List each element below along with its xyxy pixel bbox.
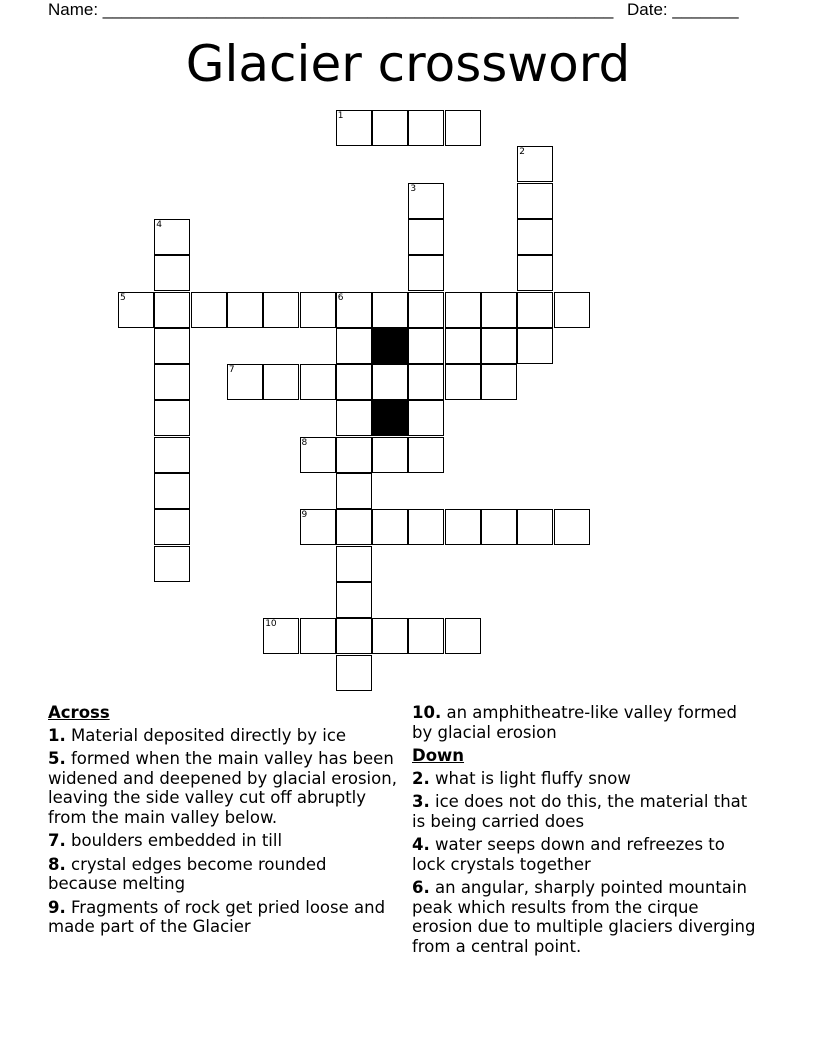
clue-number: 7. [48, 831, 66, 850]
crossword-cell[interactable] [408, 364, 444, 400]
crossword-cell[interactable] [154, 364, 190, 400]
crossword-cell[interactable] [554, 292, 590, 328]
clue-number: 5. [48, 749, 66, 768]
crossword-cell[interactable] [154, 328, 190, 364]
crossword-cell[interactable] [336, 546, 372, 582]
cell-number: 1 [337, 111, 344, 121]
down-clue-4 [412, 835, 762, 874]
crossword-cell[interactable] [445, 292, 481, 328]
crossword-cell[interactable] [408, 437, 444, 473]
clue-number: 1. [48, 725, 66, 745]
crossword-cell[interactable] [336, 400, 372, 436]
crossword-cell[interactable] [300, 509, 336, 545]
crossword-cell[interactable] [227, 364, 263, 400]
clue-number: 3. [412, 792, 430, 811]
crossword-cell[interactable] [154, 255, 190, 291]
crossword-cell[interactable] [263, 618, 299, 654]
crossword-cell[interactable] [154, 219, 190, 255]
cell-number: 2 [519, 147, 526, 158]
cell-number: 9 [301, 510, 308, 521]
name-field: Name: ______________________________________________________ [48, 0, 614, 19]
crossword-cell[interactable] [336, 618, 372, 654]
clue-text: Material deposited directly by ice [71, 725, 347, 745]
cell-number: 8 [301, 437, 308, 448]
crossword-cell[interactable] [372, 292, 408, 328]
crossword-cell[interactable] [481, 509, 517, 545]
down-heading: Down [412, 746, 465, 765]
crossword-cell[interactable] [336, 509, 372, 545]
crossword-cell[interactable] [408, 219, 444, 255]
crossword-cell[interactable] [336, 110, 372, 146]
clue-text: formed when the main valley has been widened and deepened by glacial erosion, leaving the side valley cut off abruptly from the main valley below. [48, 749, 397, 827]
crossword-cell[interactable] [408, 400, 444, 436]
crossword-cell[interactable] [481, 328, 517, 364]
clue-text: ice does not do this, the material that is being carried does [412, 792, 748, 831]
crossword-cell[interactable] [517, 146, 553, 182]
crossword-cell[interactable] [154, 473, 190, 509]
clue-number: 6. [412, 878, 430, 897]
cell-number: 7 [228, 365, 235, 376]
crossword-cell[interactable] [372, 509, 408, 545]
clue-text: boulders embedded in till [71, 831, 283, 850]
clue-text: crystal edges become rounded because melting [48, 854, 327, 893]
crossword-cell[interactable] [300, 364, 336, 400]
down-clue-3 [412, 792, 762, 831]
crossword-cell[interactable] [336, 328, 372, 364]
crossword-cell[interactable] [517, 328, 553, 364]
crossword-cell[interactable] [481, 364, 517, 400]
across-clue-9 [48, 898, 398, 937]
crossword-cell[interactable] [118, 292, 154, 328]
clue-text: Fragments of rock get pried loose and made part of the Glacier [48, 897, 386, 936]
clue-number: 9. [48, 897, 66, 917]
crossword-cell[interactable] [300, 618, 336, 654]
clue-text: an amphitheatre-like valley formed by glacial erosion [412, 703, 738, 742]
across-clue-5 [48, 749, 398, 827]
crossword-cell[interactable] [336, 473, 372, 509]
crossword-cell[interactable] [263, 364, 299, 400]
crossword-cell[interactable] [336, 582, 372, 618]
crossword-cell[interactable] [408, 255, 444, 291]
crossword-black-cell [372, 400, 408, 436]
crossword-cell[interactable] [408, 110, 444, 146]
clue-number: 8. [48, 854, 66, 874]
crossword-cell[interactable] [372, 437, 408, 473]
crossword-cell[interactable] [445, 328, 481, 364]
crossword-cell[interactable] [408, 328, 444, 364]
crossword-cell[interactable] [408, 292, 444, 328]
crossword-cell[interactable] [154, 292, 190, 328]
across-heading: Across [48, 703, 110, 722]
crossword-cell[interactable] [372, 364, 408, 400]
crossword-cell[interactable] [154, 546, 190, 582]
crossword-cell[interactable] [336, 655, 372, 691]
crossword-cell[interactable] [372, 618, 408, 654]
crossword-cell[interactable] [336, 292, 372, 328]
cell-number: 6 [337, 292, 344, 303]
crossword-cell[interactable] [445, 509, 481, 545]
across-clue-8 [48, 855, 398, 894]
across-clue-7 [48, 831, 398, 851]
crossword-cell[interactable] [408, 618, 444, 654]
across-clue-10 [412, 703, 762, 742]
clue-number: 2. [412, 768, 430, 788]
crossword-cell[interactable] [445, 110, 481, 146]
crossword-cell[interactable] [481, 292, 517, 328]
crossword-cell[interactable] [517, 219, 553, 255]
clue-text: what is light fluffy snow [435, 768, 631, 788]
cell-number: 3 [410, 183, 417, 194]
crossword-cell[interactable] [154, 509, 190, 545]
cell-number: 10 [265, 619, 277, 630]
date-field: Date: _______ [627, 0, 739, 19]
crossword-cell[interactable] [336, 364, 372, 400]
crossword-cell[interactable] [372, 110, 408, 146]
crossword-cell[interactable] [300, 437, 336, 473]
across-clue-1 [48, 726, 398, 746]
crossword-cell[interactable] [227, 292, 263, 328]
crossword-cell[interactable] [517, 183, 553, 219]
crossword-cell[interactable] [300, 292, 336, 328]
crossword-cell[interactable] [517, 292, 553, 328]
crossword-cell[interactable] [154, 400, 190, 436]
crossword-cell[interactable] [408, 509, 444, 545]
crossword-cell[interactable] [517, 509, 553, 545]
clue-text: an angular, sharply pointed mountain peak which results from the cirque erosion due to multiple glaciers diverging from a central point. [412, 878, 756, 956]
crossword-cell[interactable] [263, 292, 299, 328]
down-clue-6 [412, 878, 762, 956]
clues-column-right [412, 703, 762, 960]
crossword-cell[interactable] [554, 509, 590, 545]
clue-number: 4. [412, 835, 430, 854]
down-clue-2 [412, 769, 762, 789]
crossword-cell[interactable] [445, 364, 481, 400]
clue-text: water seeps down and refreezes to lock crystals together [412, 835, 725, 874]
clue-number: 10. [412, 703, 442, 722]
crossword-cell[interactable] [191, 292, 227, 328]
crossword-cell[interactable] [154, 437, 190, 473]
page-title: Glacier crossword [185, 35, 631, 93]
crossword-cell[interactable] [336, 437, 372, 473]
crossword-cell[interactable] [445, 618, 481, 654]
crossword-cell[interactable] [408, 183, 444, 219]
cell-number: 5 [120, 292, 126, 303]
crossword-black-cell [372, 328, 408, 364]
cell-number: 4 [156, 219, 163, 230]
clues-column-left [48, 703, 398, 941]
crossword-cell[interactable] [517, 255, 553, 291]
